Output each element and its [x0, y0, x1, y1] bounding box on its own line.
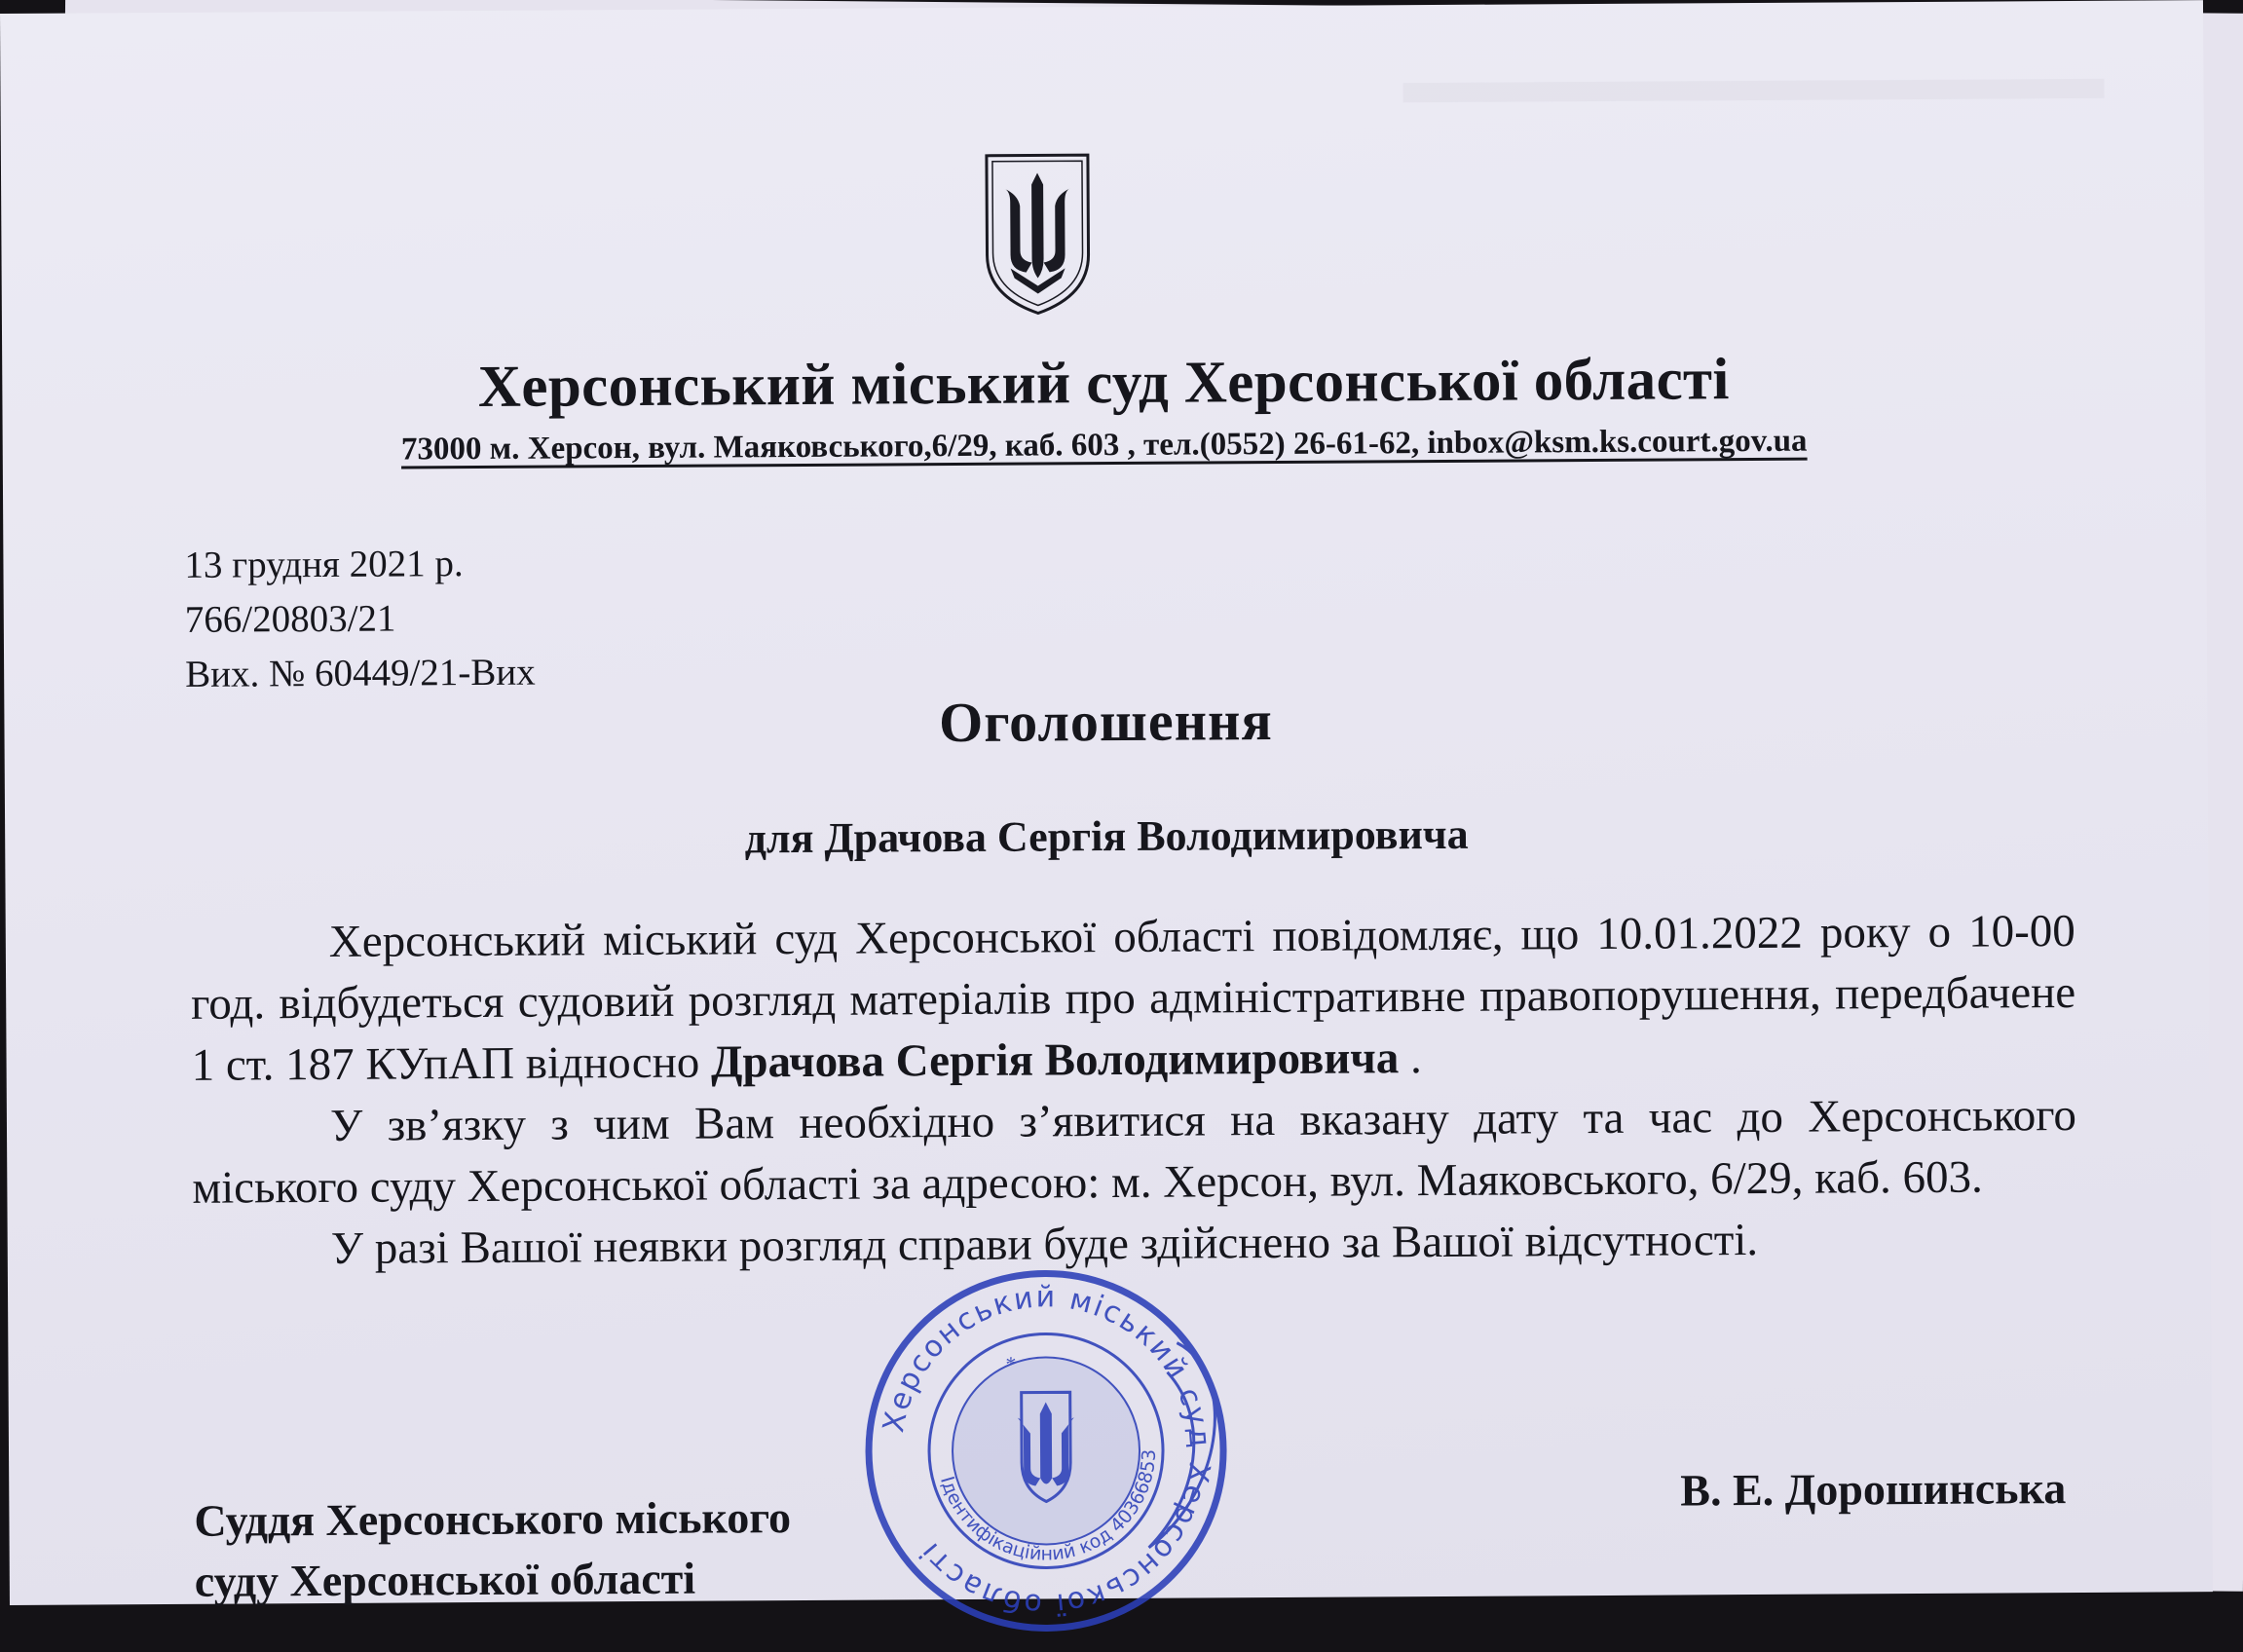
- document-meta: [184, 537, 536, 702]
- signer-name: В. Е. Дорошинська: [1680, 1463, 2067, 1516]
- seal-inner-text: Ідентифікаційний код 40366853: [935, 1448, 1161, 1565]
- court-address-line: [3, 421, 2206, 470]
- tryzub-coat-of-arms-icon: [981, 149, 1095, 318]
- notice-paragraph-2: У зв’язку з чим Вам необхідно з’явитися на вказану дату та час до Херсонського міського суду Херсонської області за адресою: м. Херсон, вул. Маяковського, 6/29, каб. 603.: [192, 1089, 2077, 1214]
- case-number: 766/20803/21: [184, 597, 396, 641]
- document-date: 13 грудня 2021 р.: [184, 543, 464, 586]
- notice-paragraph-1: [191, 901, 2076, 1097]
- outgoing-number: Вих. № 60449/21-Вих: [185, 651, 536, 695]
- notice-paragraph-1-text: Херсонський міський суд Херсонської області повідомляє, що 10.01.2022 року о 10-00 год. відбудеться судовий розгляд матеріалів про адміністративне правопорушення, передбачене 1 ст. 187 КУпАП відносно: [191, 906, 2076, 1091]
- addressee-line: для Драчова Сергія Володимировича: [744, 809, 1469, 863]
- document-title: Оголошення: [938, 689, 1274, 755]
- signer-title-line-2: суду Херсонської області: [194, 1553, 696, 1606]
- defendant-name: Драчова Сергія Володимировича: [710, 1032, 1400, 1088]
- court-round-seal-icon: [826, 1255, 1266, 1647]
- court-name-heading: Херсонський міський суд Херсонської області: [477, 347, 1730, 421]
- court-address-text: 73000 м. Херсон, вул. Маяковського,6/29, каб. 603 , тел.(0552) 26-61-62, inbox@ksm.ks.court.gov.ua: [400, 423, 1808, 468]
- notice-body: [191, 901, 2077, 1281]
- svg-text:*: *: [1005, 1351, 1017, 1376]
- show-through-line: [1402, 79, 2104, 102]
- signer-title: [194, 1487, 791, 1612]
- notice-paragraph-3: У разі Вашої неявки розгляд справи буде здійснено за Вашої відсутності.: [330, 1214, 1759, 1274]
- seal-ring-text: Херсонський міський суд Херсонської області: [877, 1280, 1217, 1622]
- signer-title-line-1: Суддя Херсонського міського: [194, 1492, 792, 1546]
- notice-paragraph-1-end: .: [1399, 1032, 1423, 1084]
